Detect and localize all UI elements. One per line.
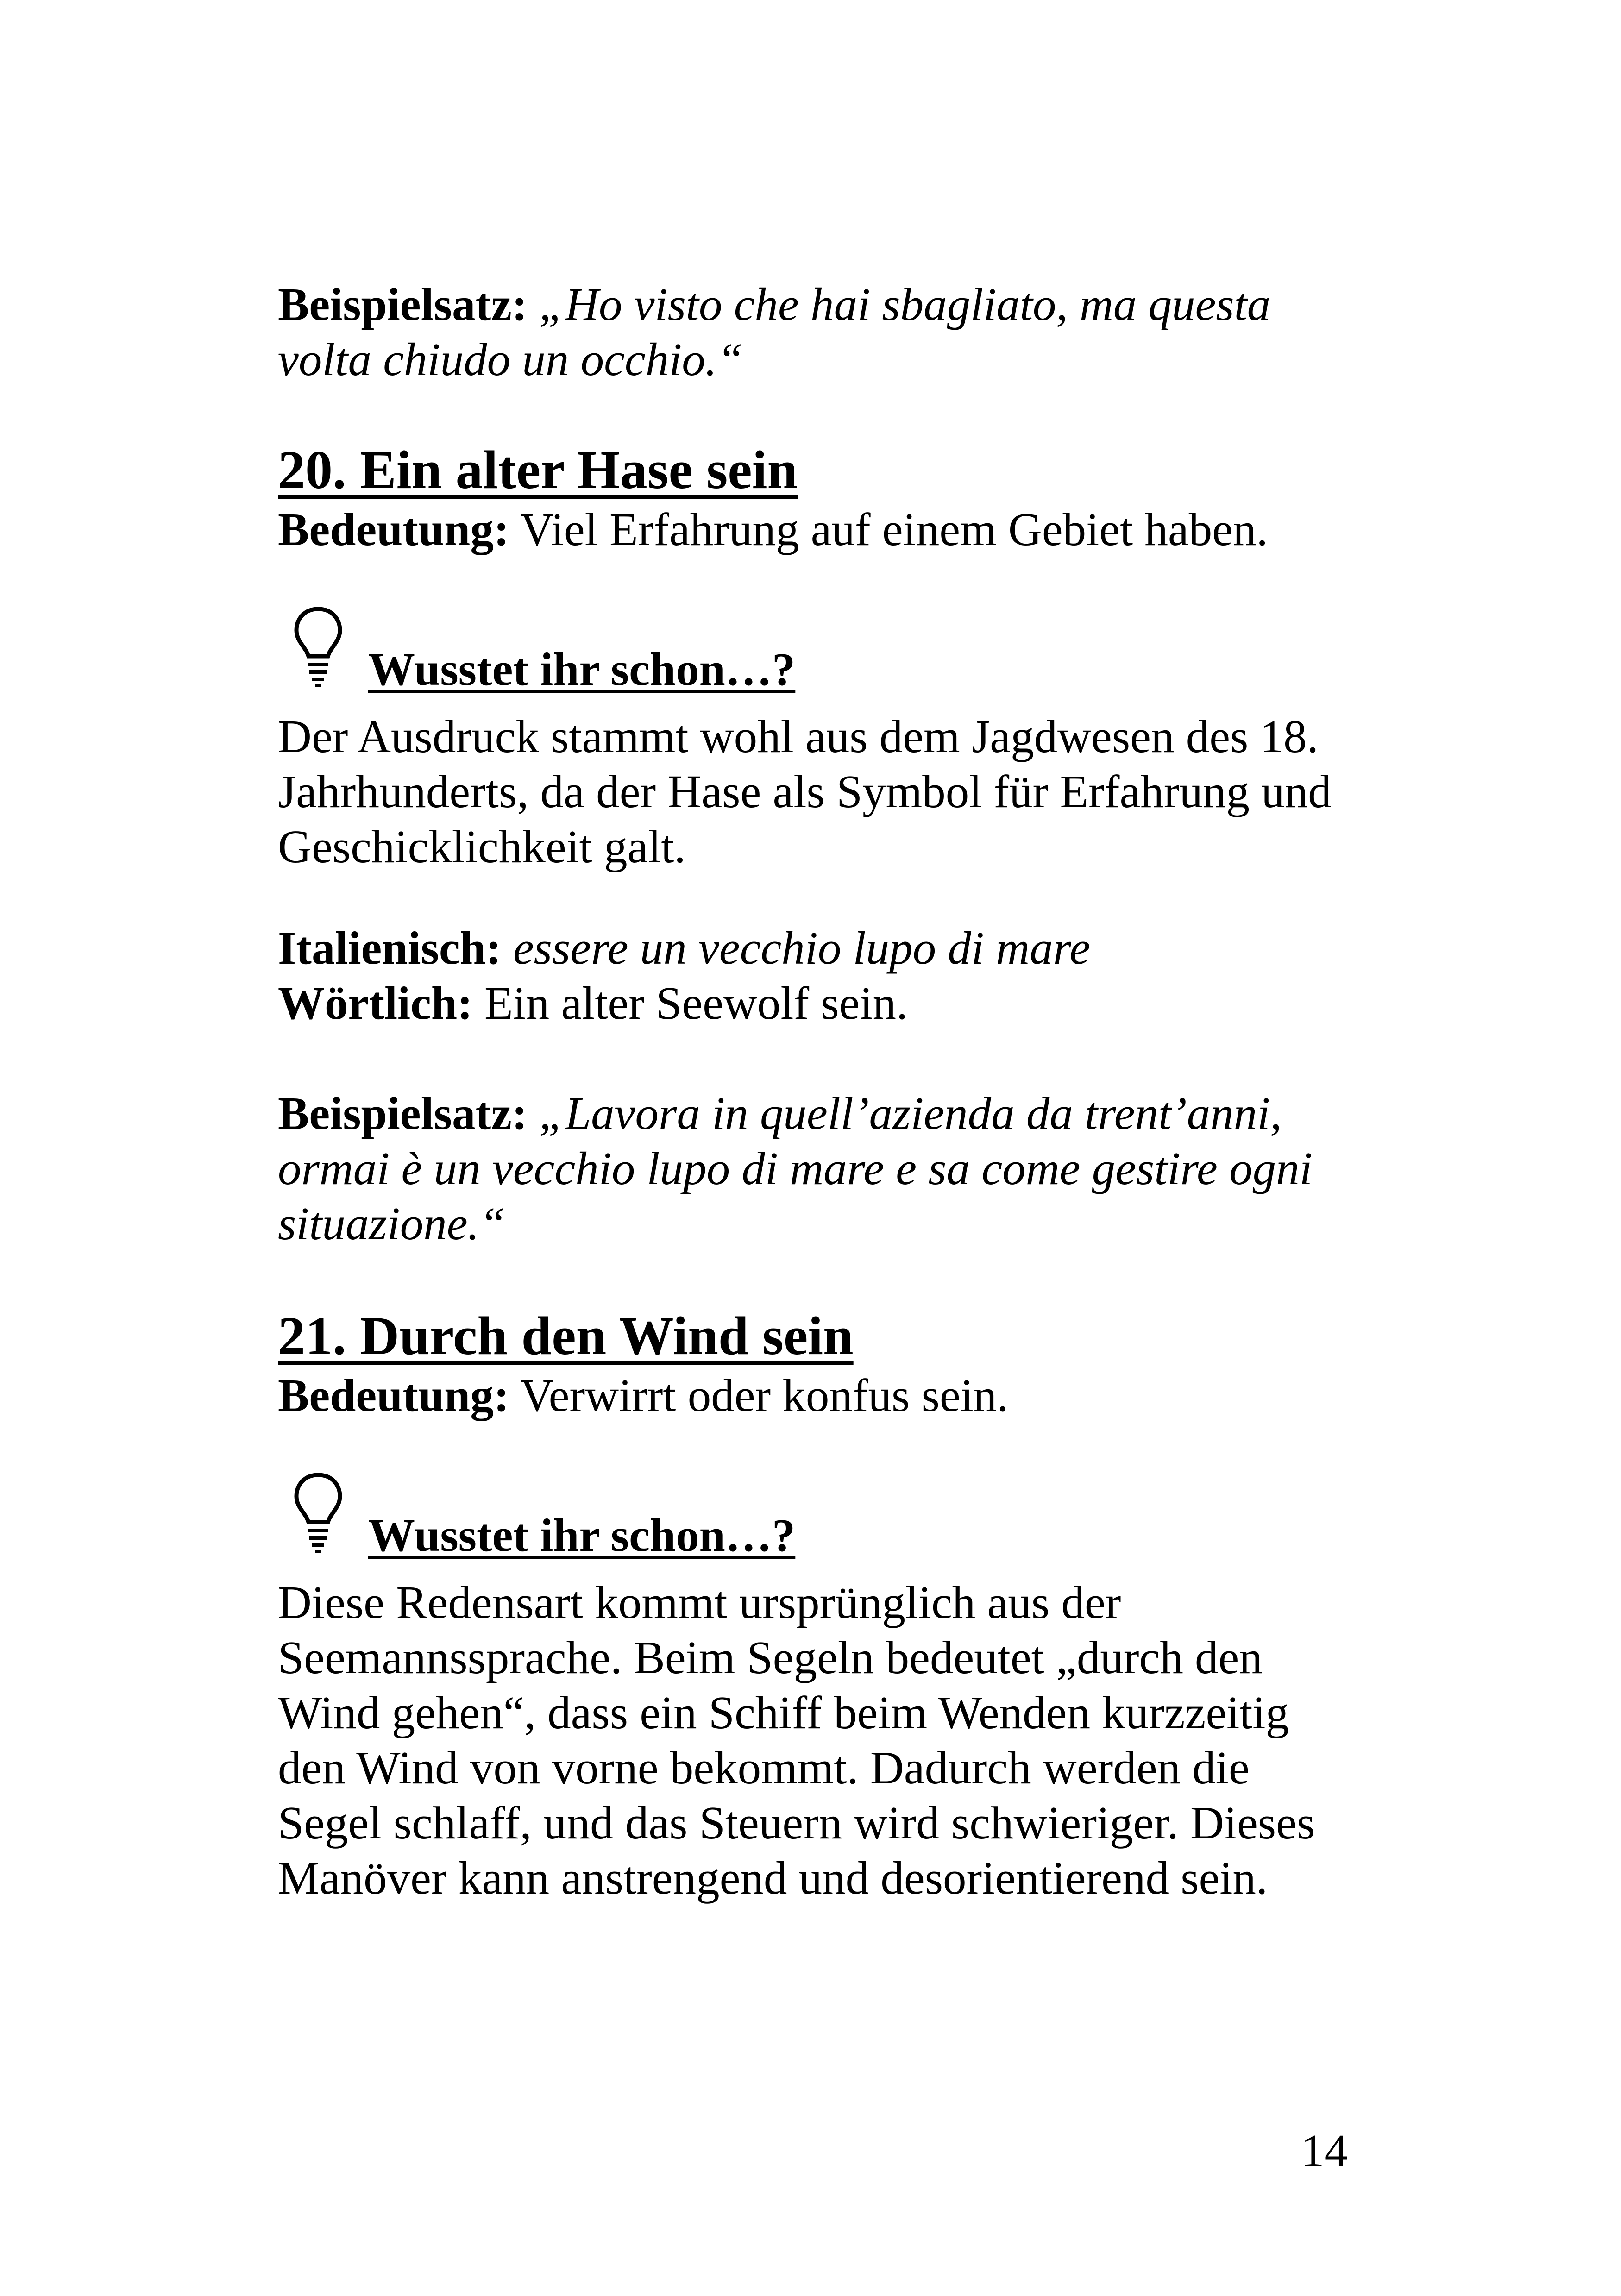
tip-body-20	[278, 709, 1343, 874]
tip-line: Geschicklichkeit galt.	[278, 821, 686, 872]
literal-text: Ein alter Seewolf sein.	[484, 977, 908, 1029]
tip-title: Wusstet ihr schon…?	[368, 1509, 796, 1561]
intro-example	[278, 277, 1343, 387]
example-text: „Lavora in quell’azienda da trent’anni,	[539, 1087, 1282, 1139]
tip-line: den Wind von vorne bekommt. Dadurch werden die	[278, 1742, 1250, 1794]
tip-line: Seemannssprache. Beim Segeln bedeutet „durch den	[278, 1631, 1263, 1683]
tip-header-21	[278, 1470, 973, 1561]
meaning-text: Verwirrt oder konfus sein.	[520, 1369, 1009, 1421]
tip-line: Jahrhunderts, da der Hase als Symbol für Erfahrung und	[278, 765, 1332, 817]
lightbulb-icon	[293, 604, 344, 688]
meaning-text: Viel Erfahrung auf einem Gebiet haben.	[520, 503, 1268, 555]
tip-line: Der Ausdruck stammt wohl aus dem Jagdwesen des 18.	[278, 710, 1319, 762]
lightbulb-icon	[293, 1470, 344, 1554]
page-number: 14	[1301, 2125, 1348, 2177]
section-heading-20: 20. Ein alter Hase sein	[278, 439, 798, 500]
example-line: situazione.“	[278, 1198, 506, 1249]
example-20	[278, 1086, 1343, 1251]
example-line: ormai è un vecchio lupo di mare e sa come gestire ogni	[278, 1142, 1313, 1194]
tip-title: Wusstet ihr schon…?	[368, 643, 796, 695]
translation-20	[278, 921, 1343, 1031]
meaning-20	[278, 502, 1343, 557]
tip-line: Diese Redensart kommt ursprünglich aus der	[278, 1576, 1121, 1628]
intro-example-line-2: volta chiudo un occhio.“	[278, 333, 743, 385]
tip-header-20	[278, 604, 973, 695]
meaning-label: Bedeutung:	[278, 1369, 509, 1421]
intro-example-line-1	[278, 277, 1343, 332]
tip-line: Segel schlaff, und das Steuern wird schwieriger. Dieses	[278, 1797, 1315, 1849]
literal-label: Wörtlich:	[278, 977, 473, 1029]
tip-line: Manöver kann anstrengend und desorientierend sein.	[278, 1852, 1268, 1904]
italian-text: essere un vecchio lupo di mare	[513, 922, 1091, 974]
example-text: „Ho visto che hai sbagliato, ma questa	[539, 278, 1271, 330]
meaning-21	[278, 1368, 1343, 1423]
tip-line: Wind gehen“, dass ein Schiff beim Wenden kurzzeitig	[278, 1687, 1289, 1738]
tip-body-21	[278, 1575, 1343, 1906]
example-label: Beispielsatz:	[278, 1087, 528, 1139]
example-label: Beispielsatz:	[278, 278, 528, 330]
meaning-label: Bedeutung:	[278, 503, 509, 555]
section-heading-21: 21. Durch den Wind sein	[278, 1305, 854, 1366]
italian-label: Italienisch:	[278, 922, 502, 974]
